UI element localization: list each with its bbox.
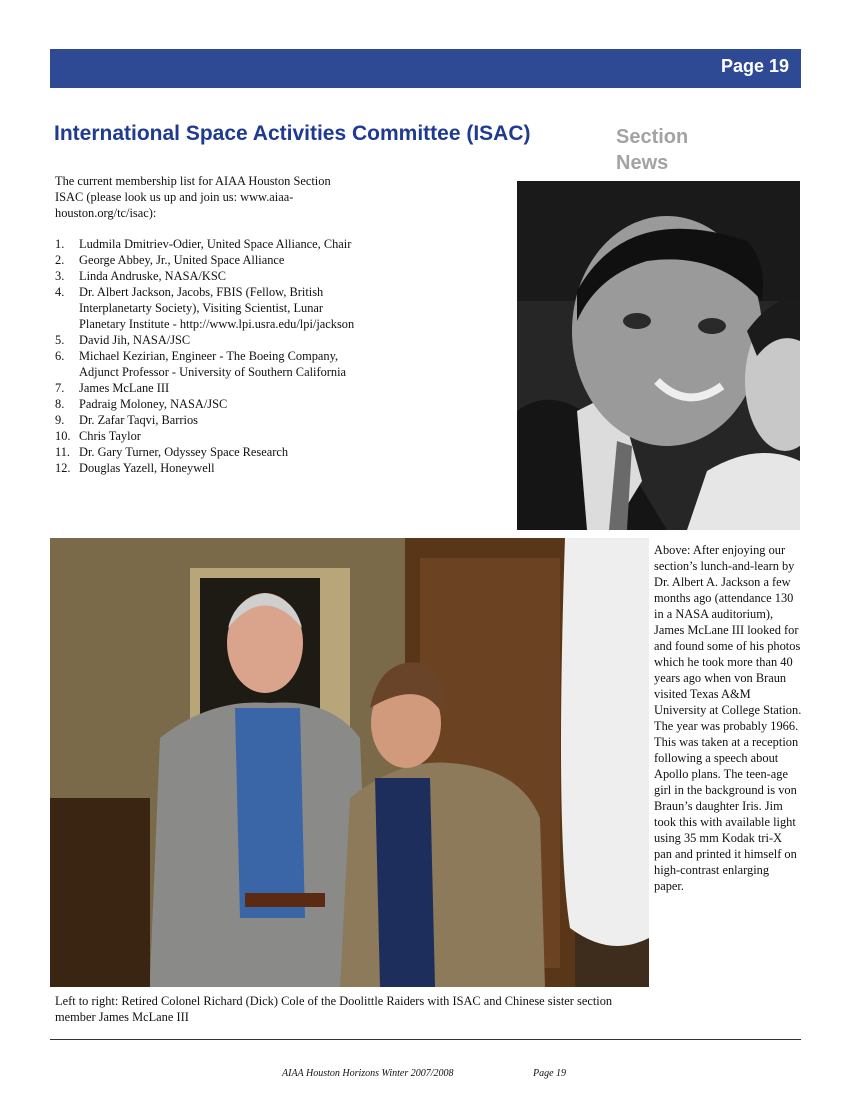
member-text: Dr. Zafar Taqvi, Barrios: [79, 413, 198, 427]
member-number: 6.: [55, 349, 65, 363]
member-number: 10.: [55, 429, 71, 443]
footer-divider: [50, 1039, 801, 1040]
member-item: [55, 236, 360, 252]
member-list: [55, 236, 360, 476]
member-item: [55, 252, 360, 268]
member-number: 5.: [55, 333, 65, 347]
intro-paragraph: The current membership list for AIAA Houston Section ISAC (please look us up and join us: www.aiaa-houston.org/tc/isac):: [55, 174, 331, 220]
member-item: [55, 284, 360, 332]
member-text: Chris Taylor: [79, 429, 141, 443]
member-text: Michael Kezirian, Engineer - The Boeing Company, Adjunct Professor - University of Southern California: [79, 349, 347, 379]
member-text: Ludmila Dmitriev-Odier, United Space Alliance, Chair: [79, 237, 352, 251]
member-text: James McLane III: [79, 381, 170, 395]
page-number-badge: Page 19: [720, 56, 789, 76]
footer-publication: AIAA Houston Horizons Winter 2007/2008: [282, 1068, 454, 1079]
member-number: 9.: [55, 413, 65, 427]
member-item: [55, 396, 360, 412]
member-item: [55, 412, 360, 428]
member-text: Dr. Albert Jackson, Jacobs, FBIS (Fellow, British Interplanetarty Society), Visiting Scientist, Lunar Planetary Institute - http://www.lpi.usra.edu/lpi/jackson: [79, 285, 355, 331]
member-number: 3.: [55, 269, 65, 283]
member-text: Douglas Yazell, Honeywell: [79, 461, 215, 475]
member-text: Padraig Moloney, NASA/JSC: [79, 397, 228, 411]
footer-page-number: Page 19: [533, 1068, 567, 1079]
member-text: George Abbey, Jr., United Space Alliance: [79, 253, 285, 267]
member-item: [55, 332, 360, 348]
member-item: [55, 348, 360, 380]
member-item: [55, 380, 360, 396]
photo-caption-side: Above: After enjoying our section’s lunch-and-learn by Dr. Albert A. Jackson a few months ago (attendance 130 in a NASA auditorium), James McLane III looked for and found some of his photos which he took more than 40 years ago when von Braun visited Texas A&M University at College Station. The year was probably 1966. This was taken at a reception following a speech about Apollo plans. The teen-age girl in the background is von Braun’s daughter Iris. Jim took this with available light using 35 mm Kodak tri-X pan and printed it himself on high-contrast enlarging paper.: [654, 543, 802, 893]
member-text: David Jih, NASA/JSC: [79, 333, 191, 347]
header-bar: [50, 49, 801, 88]
member-number: 8.: [55, 397, 65, 411]
cole-mclane-photo: [50, 538, 649, 987]
member-item: [55, 268, 360, 284]
member-item: [55, 460, 360, 476]
article-title: International Space Activities Committee (ISAC): [54, 122, 531, 145]
section-label: Section News: [616, 126, 689, 174]
member-number: 1.: [55, 237, 65, 251]
member-item: [55, 444, 360, 460]
member-text: Linda Andruske, NASA/KSC: [79, 269, 226, 283]
member-number: 2.: [55, 253, 65, 267]
member-number: 7.: [55, 381, 65, 395]
photo-caption-bottom: Left to right: Retired Colonel Richard (Dick) Cole of the Doolittle Raiders with ISAC and Chinese sister section member James McLane III: [55, 994, 613, 1024]
member-number: 12.: [55, 461, 71, 475]
member-text: Dr. Gary Turner, Odyssey Space Research: [79, 445, 289, 459]
member-item: [55, 428, 360, 444]
member-number: 11.: [55, 445, 71, 459]
von-braun-photo: [517, 181, 800, 530]
member-number: 4.: [55, 285, 65, 299]
